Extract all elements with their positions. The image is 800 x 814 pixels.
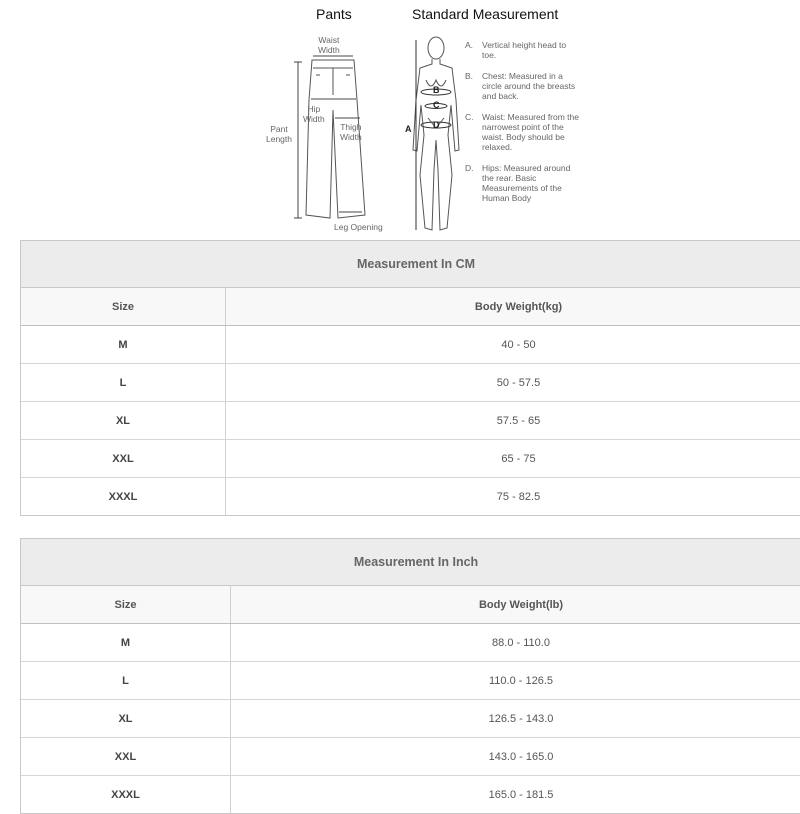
weight-cell: 40 - 50 — [226, 326, 800, 363]
measurement-cm-table — [20, 240, 800, 516]
size-column-header: Size — [21, 288, 226, 325]
weight-cell: 57.5 - 65 — [226, 402, 800, 439]
note-key: B. — [465, 71, 474, 81]
size-cell: XXL — [21, 738, 231, 775]
hip-width-label: Hip Width — [303, 104, 325, 124]
note-key: C. — [465, 112, 474, 122]
size-cell: M — [21, 326, 226, 363]
note-text: Chest: Measured in a circle around the breasts and back. — [482, 71, 576, 101]
letter-a: A — [405, 124, 412, 134]
thigh-width-label: Thigh Width — [340, 122, 362, 142]
leg-opening-label: Leg Opening — [334, 222, 383, 232]
table-title: Measurement In CM — [21, 241, 800, 288]
table-row — [21, 402, 800, 440]
table-row — [21, 662, 800, 700]
table-header-row — [21, 586, 800, 624]
weight-cell: 143.0 - 165.0 — [231, 738, 800, 775]
note-key: A. — [465, 40, 474, 50]
weight-cell: 110.0 - 126.5 — [231, 662, 800, 699]
weight-cell: 88.0 - 110.0 — [231, 624, 800, 661]
pants-title: Pants — [316, 6, 352, 22]
size-cell: XXL — [21, 440, 226, 477]
letter-c: C — [433, 100, 440, 110]
human-figure-icon — [413, 37, 459, 230]
table-title: Measurement In Inch — [21, 539, 800, 586]
size-cell: L — [21, 662, 231, 699]
size-column-header: Size — [21, 586, 231, 623]
size-cell: XXXL — [21, 478, 226, 515]
diagram-drawing — [0, 0, 800, 240]
note-text: Hips: Measured around the rear. Basic Measurements of the Human Body — [482, 163, 571, 203]
table-row — [21, 776, 800, 813]
size-cell: XL — [21, 700, 231, 737]
note-c — [465, 112, 580, 152]
size-cell: M — [21, 624, 231, 661]
table-row — [21, 700, 800, 738]
measurement-diagram — [0, 0, 800, 240]
weight-cell: 65 - 75 — [226, 440, 800, 477]
table-row — [21, 326, 800, 364]
table-row — [21, 478, 800, 515]
weight-cell: 50 - 57.5 — [226, 364, 800, 401]
weight-column-header: Body Weight(kg) — [226, 288, 800, 325]
note-key: D. — [465, 163, 474, 173]
size-cell: XXXL — [21, 776, 231, 813]
size-cell: XL — [21, 402, 226, 439]
note-a — [465, 40, 580, 60]
body-measure-lines — [416, 40, 451, 230]
note-d — [465, 163, 580, 203]
letter-d: D — [433, 120, 440, 130]
pant-length-label: Pant Length — [266, 124, 292, 144]
measurement-inch-table — [20, 538, 800, 814]
waist-width-label: Waist Width — [318, 35, 340, 55]
weight-cell: 75 - 82.5 — [226, 478, 800, 515]
table-row — [21, 624, 800, 662]
table-header-row — [21, 288, 800, 326]
size-cell: L — [21, 364, 226, 401]
standard-measurement-title: Standard Measurement — [412, 6, 559, 22]
table-row — [21, 440, 800, 478]
weight-cell: 126.5 - 143.0 — [231, 700, 800, 737]
measurement-notes — [465, 40, 580, 214]
weight-column-header: Body Weight(lb) — [231, 586, 800, 623]
table-row — [21, 364, 800, 402]
note-text: Vertical height head to toe. — [482, 40, 567, 60]
note-b — [465, 71, 580, 101]
weight-cell: 165.0 - 181.5 — [231, 776, 800, 813]
letter-b: B — [433, 85, 440, 95]
table-row — [21, 738, 800, 776]
note-text: Waist: Measured from the narrowest point of the waist. Body should be relaxed. — [482, 112, 579, 152]
